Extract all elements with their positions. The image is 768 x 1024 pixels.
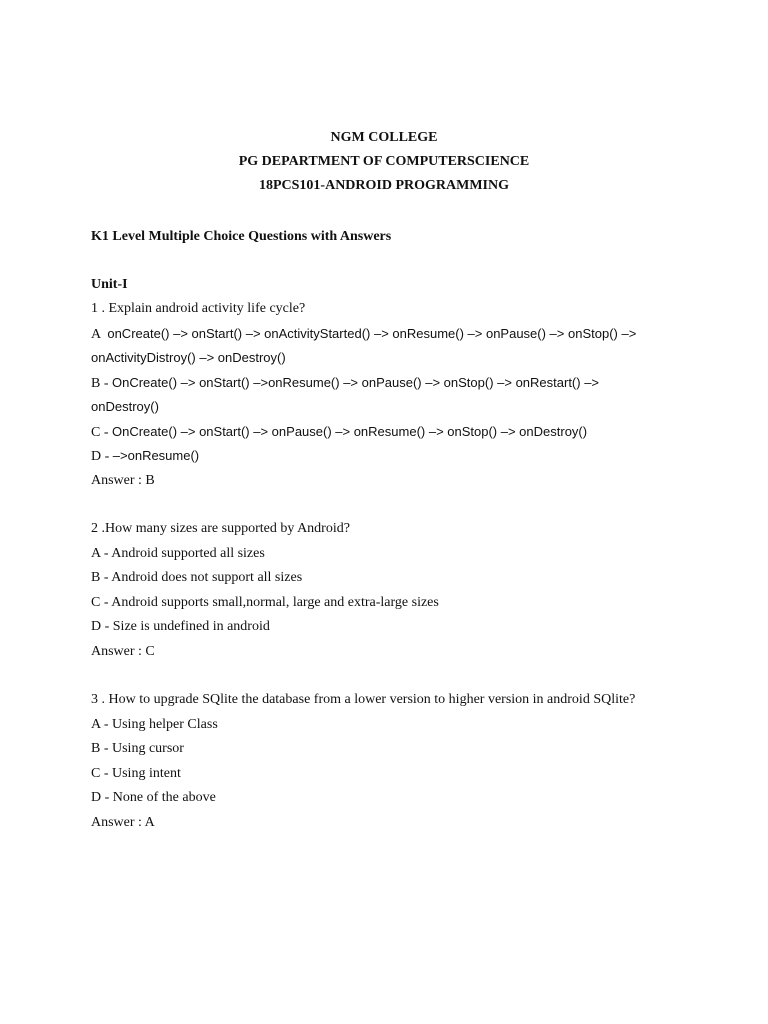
option-prefix: B - (91, 376, 112, 391)
college-name: NGM COLLEGE (330, 130, 438, 145)
question-1-option-b-cont (91, 398, 159, 417)
question-2-answer: Answer : C (91, 644, 155, 659)
question-3-option-c: C - Using intent (91, 766, 181, 781)
option-code: onCreate() –> onStart() –> onActivityStarted() –> onResume() –> onPause() –> onStop() –> (107, 326, 637, 341)
option-code: –>onResume() (112, 448, 200, 463)
question-2-option-b: B - Android does not support all sizes (91, 570, 303, 585)
question-1-answer: Answer : B (91, 473, 155, 488)
section-title: K1 Level Multiple Choice Questions with Answers (91, 229, 392, 244)
option-prefix: D - (91, 449, 113, 464)
question-3-option-d: D - None of the above (91, 790, 216, 805)
question-1-option-a (91, 325, 636, 344)
option-code: onActivityDistroy() –> onDestroy() (91, 350, 286, 365)
question-2-option-d: D - Size is undefined in android (91, 619, 270, 634)
option-code: onDestroy() (91, 399, 159, 414)
question-3-answer: Answer : A (91, 815, 155, 830)
question-1-option-b (91, 374, 599, 393)
question-3-option-b: B - Using cursor (91, 741, 184, 756)
option-prefix: C - (91, 425, 112, 440)
question-3-option-a: A - Using helper Class (91, 717, 218, 732)
department-name: PG DEPARTMENT OF COMPUTERSCIENCE (238, 154, 530, 169)
question-1-option-a-cont (91, 349, 286, 368)
question-3-text: 3 . How to upgrade SQlite the database from a lower version to higher version in android SQlite? (91, 692, 636, 707)
unit-title: Unit-I (91, 277, 128, 292)
option-prefix: A (91, 327, 108, 342)
option-code: OnCreate() –> onStart() –>onResume() –> onPause() –> onStop() –> onRestart() –> (112, 375, 600, 390)
question-2-option-c: C - Android supports small,normal, large and extra-large sizes (91, 595, 439, 610)
course-title: 18PCS101-ANDROID PROGRAMMING (258, 178, 510, 193)
question-1-text: 1 . Explain android activity life cycle? (91, 301, 306, 316)
question-1-option-c (91, 423, 587, 442)
question-2-option-a: A - Android supported all sizes (91, 546, 265, 561)
option-code: OnCreate() –> onStart() –> onPause() –> onResume() –> onStop() –> onDestroy() (112, 424, 588, 439)
question-2-text: 2 .How many sizes are supported by Android? (91, 521, 350, 536)
question-1-option-d (91, 447, 199, 466)
